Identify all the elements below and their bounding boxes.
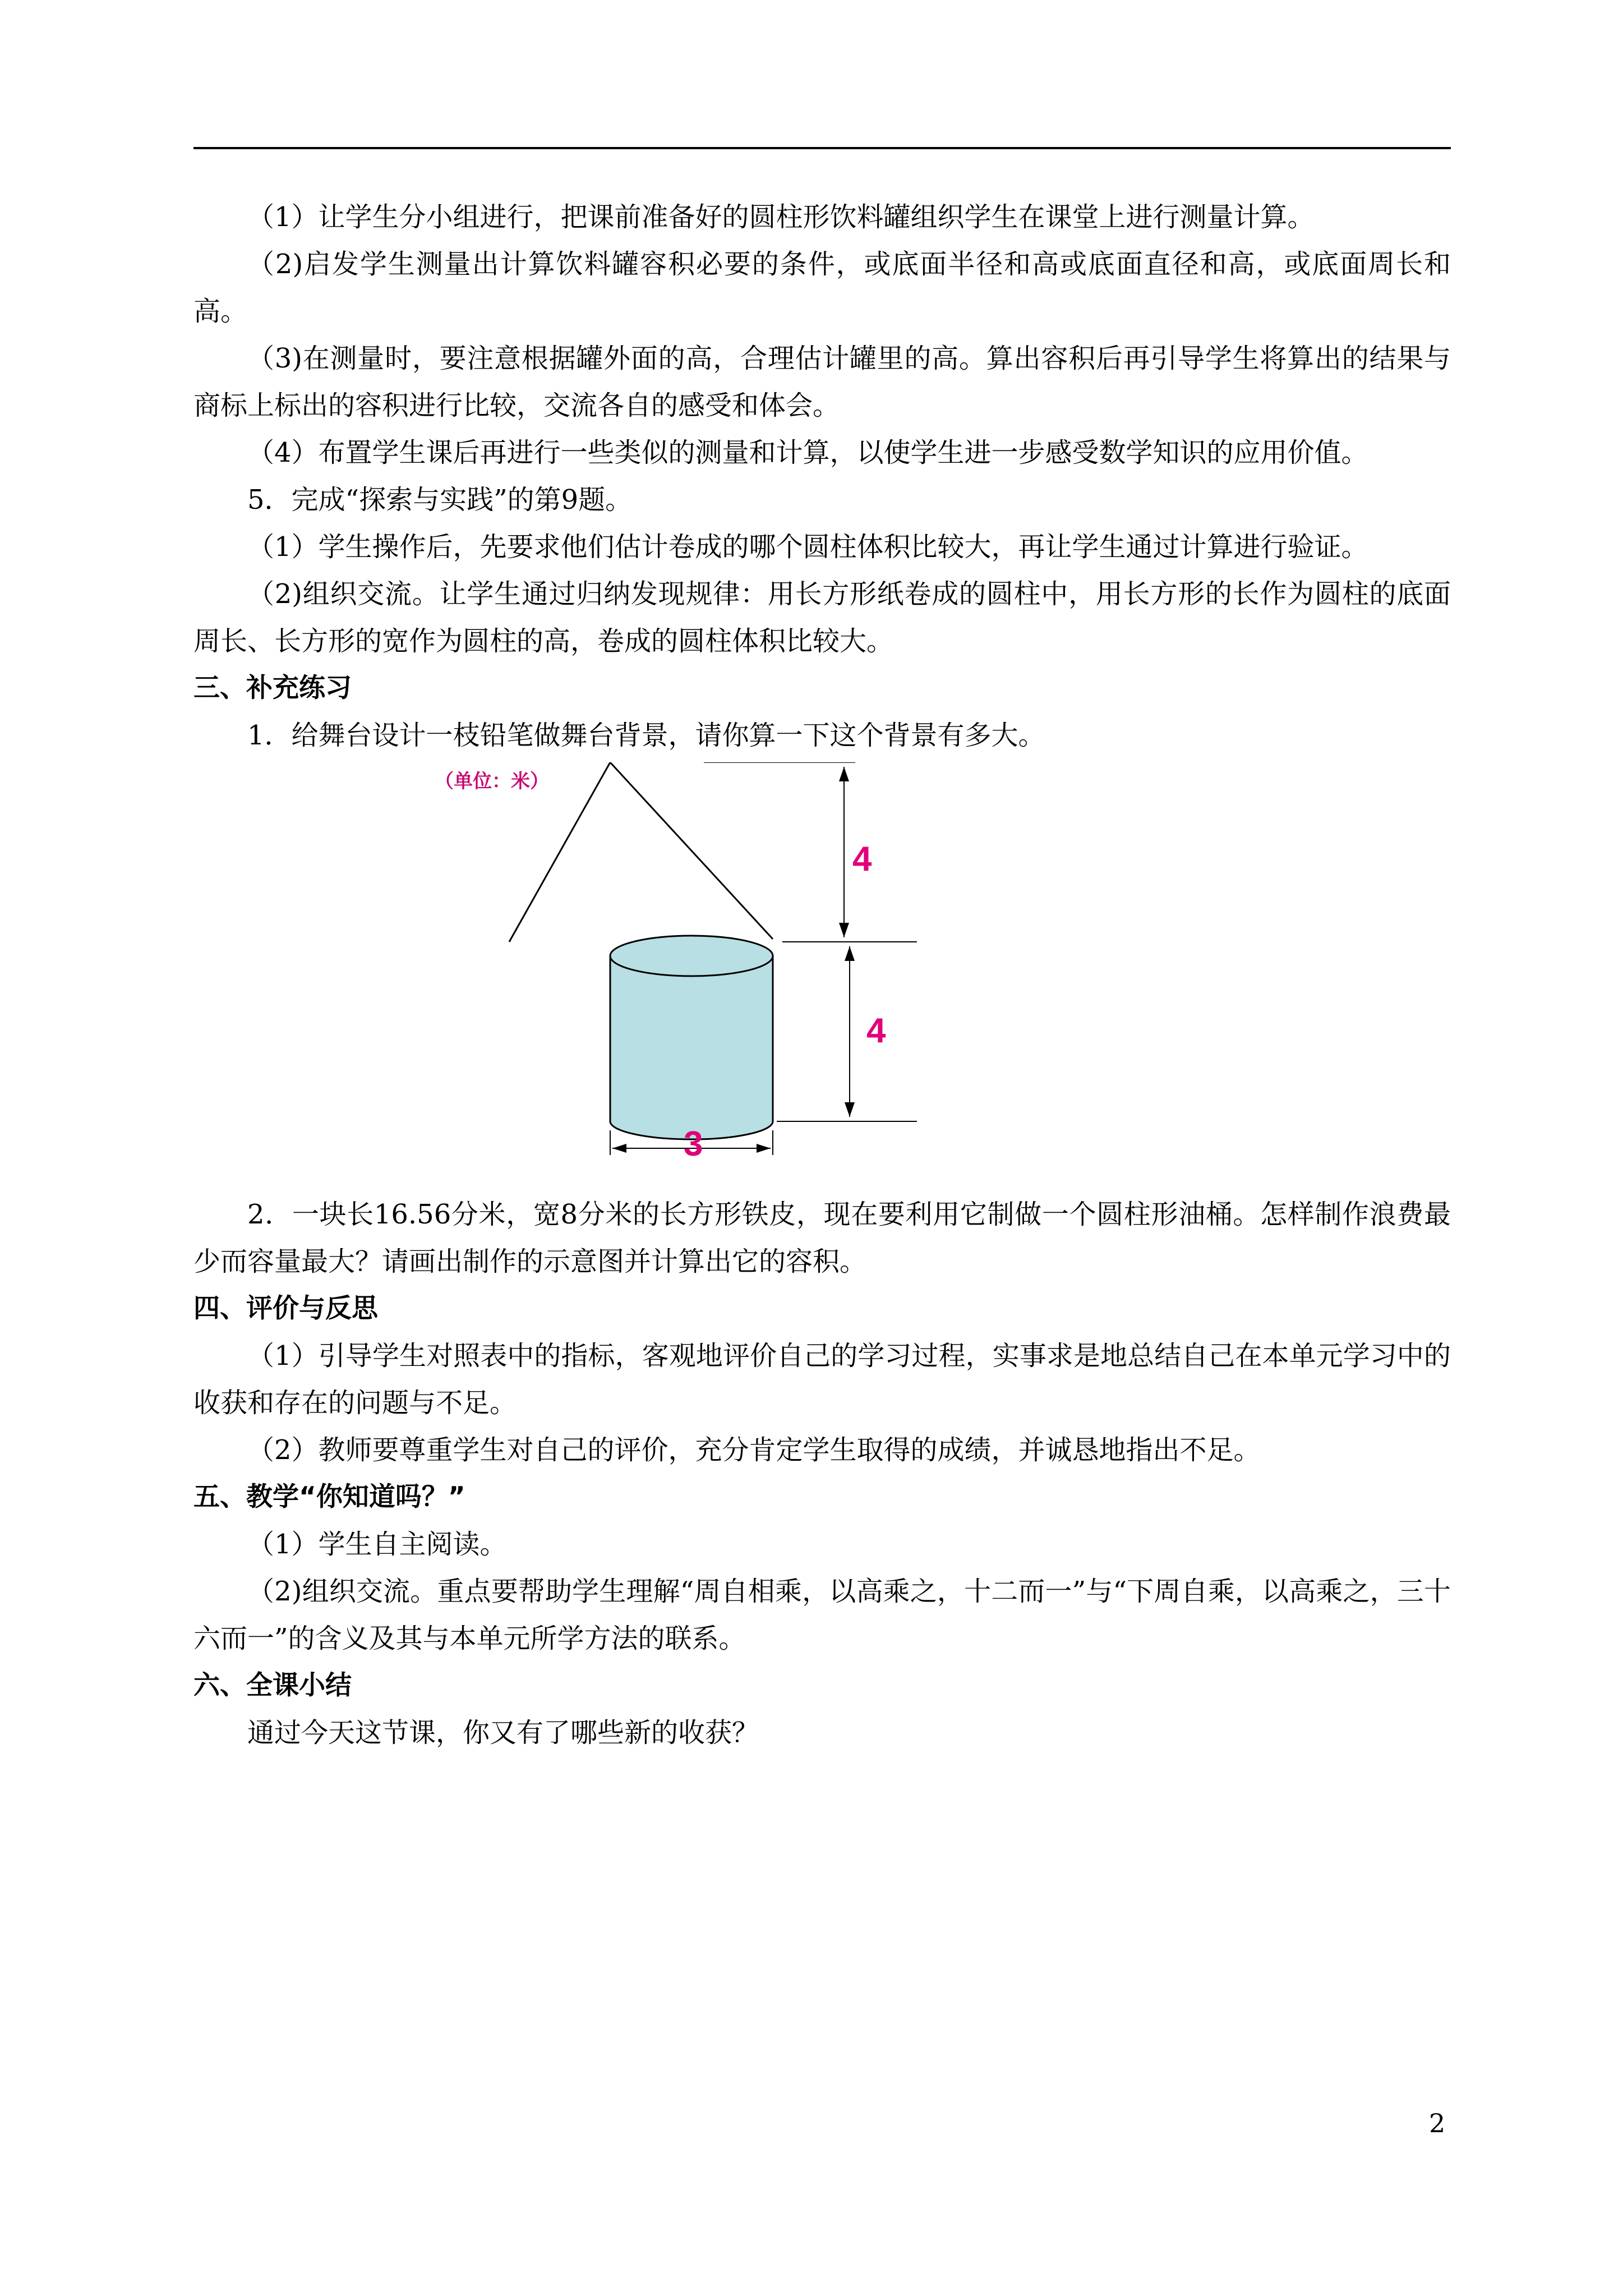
arrow-head xyxy=(839,767,849,781)
paragraph: 2．一块长16.56分米，宽8分米的长方形铁皮，现在要利用它制做一个圆柱形油桶。怎样制作浪费最少而容量最大？请画出制作的示意图并计算出它的容积。 xyxy=(193,1199,1451,1277)
arrow-head xyxy=(757,1144,771,1153)
paragraph: （1）让学生分小组进行，把课前准备好的圆柱形饮料罐组织学生在课堂上进行测量计算。 xyxy=(247,201,1315,233)
page-number: 2 xyxy=(1429,2108,1446,2138)
paragraph: 通过今天这节课，你又有了哪些新的收获？ xyxy=(247,1717,759,1749)
section-heading: 四、评价与反思 xyxy=(193,1293,378,1324)
paragraph: （1）学生自主阅读。 xyxy=(247,1529,507,1560)
arrow-head xyxy=(845,1102,855,1117)
paragraph: （2)启发学生测量出计算饮料罐容积必要的条件，或底面半径和高或底面直径和高，或底面周长和高。 xyxy=(193,249,1451,327)
pencil-diagram xyxy=(193,762,1451,1189)
pencil-figure xyxy=(193,762,1451,1189)
document-body xyxy=(193,194,1451,1756)
cone-right-edge xyxy=(610,762,773,939)
arrow-head xyxy=(839,923,849,937)
cylinder-height-label: 4 xyxy=(866,1011,886,1050)
paragraph: （2)组织交流。重点要帮助学生理解“周自相乘，以高乘之，十二而一”与“下周自乘，以高乘之，三十六而一”的含义及其与本单元所学方法的联系。 xyxy=(193,1576,1451,1654)
paragraph: （1）引导学生对照表中的指标，客观地评价自己的学习过程，实事求是地总结自己在本单元学习中的收获和存在的问题与不足。 xyxy=(193,1340,1451,1419)
unit-label: （单位：米） xyxy=(435,770,549,793)
paragraph: （2)组织交流。让学生通过归纳发现规律：用长方形纸卷成的圆柱中，用长方形的长作为圆柱的底面周长、长方形的宽作为圆柱的高，卷成的圆柱体积比较大。 xyxy=(193,578,1451,657)
paragraph: （4）布置学生课后再进行一些类似的测量和计算，以使学生进一步感受数学知识的应用价值。 xyxy=(247,437,1368,468)
cone-height-label: 4 xyxy=(852,840,872,878)
paragraph: （2）教师要尊重学生对自己的评价，充分肯定学生取得的成绩，并诚恳地指出不足。 xyxy=(247,1434,1261,1466)
paragraph: 1．给舞台设计一枝铅笔做舞台背景，请你算一下这个背景有多大。 xyxy=(247,720,1045,751)
paragraph: 5．完成“探索与实践”的第9题。 xyxy=(247,484,633,516)
section-heading: 五、教学“你知道吗？” xyxy=(193,1481,465,1512)
header-rule xyxy=(193,147,1451,149)
section-heading: 六、全课小结 xyxy=(193,1670,352,1701)
paragraph: （1）学生操作后，先要求他们估计卷成的哪个圆柱体积比较大，再让学生通过计算进行验证。 xyxy=(247,531,1368,563)
cylinder-body xyxy=(610,956,773,1139)
base-diameter-label: 3 xyxy=(684,1125,703,1163)
cylinder-top xyxy=(610,936,773,976)
arrow-head xyxy=(612,1144,626,1153)
paragraph: （3)在测量时，要注意根据罐外面的高，合理估计罐里的高。算出容积后再引导学生将算出的结果与商标上标出的容积进行比较，交流各自的感受和体会。 xyxy=(193,343,1451,421)
section-heading: 三、补充练习 xyxy=(193,673,352,703)
arrow-head xyxy=(845,946,855,961)
